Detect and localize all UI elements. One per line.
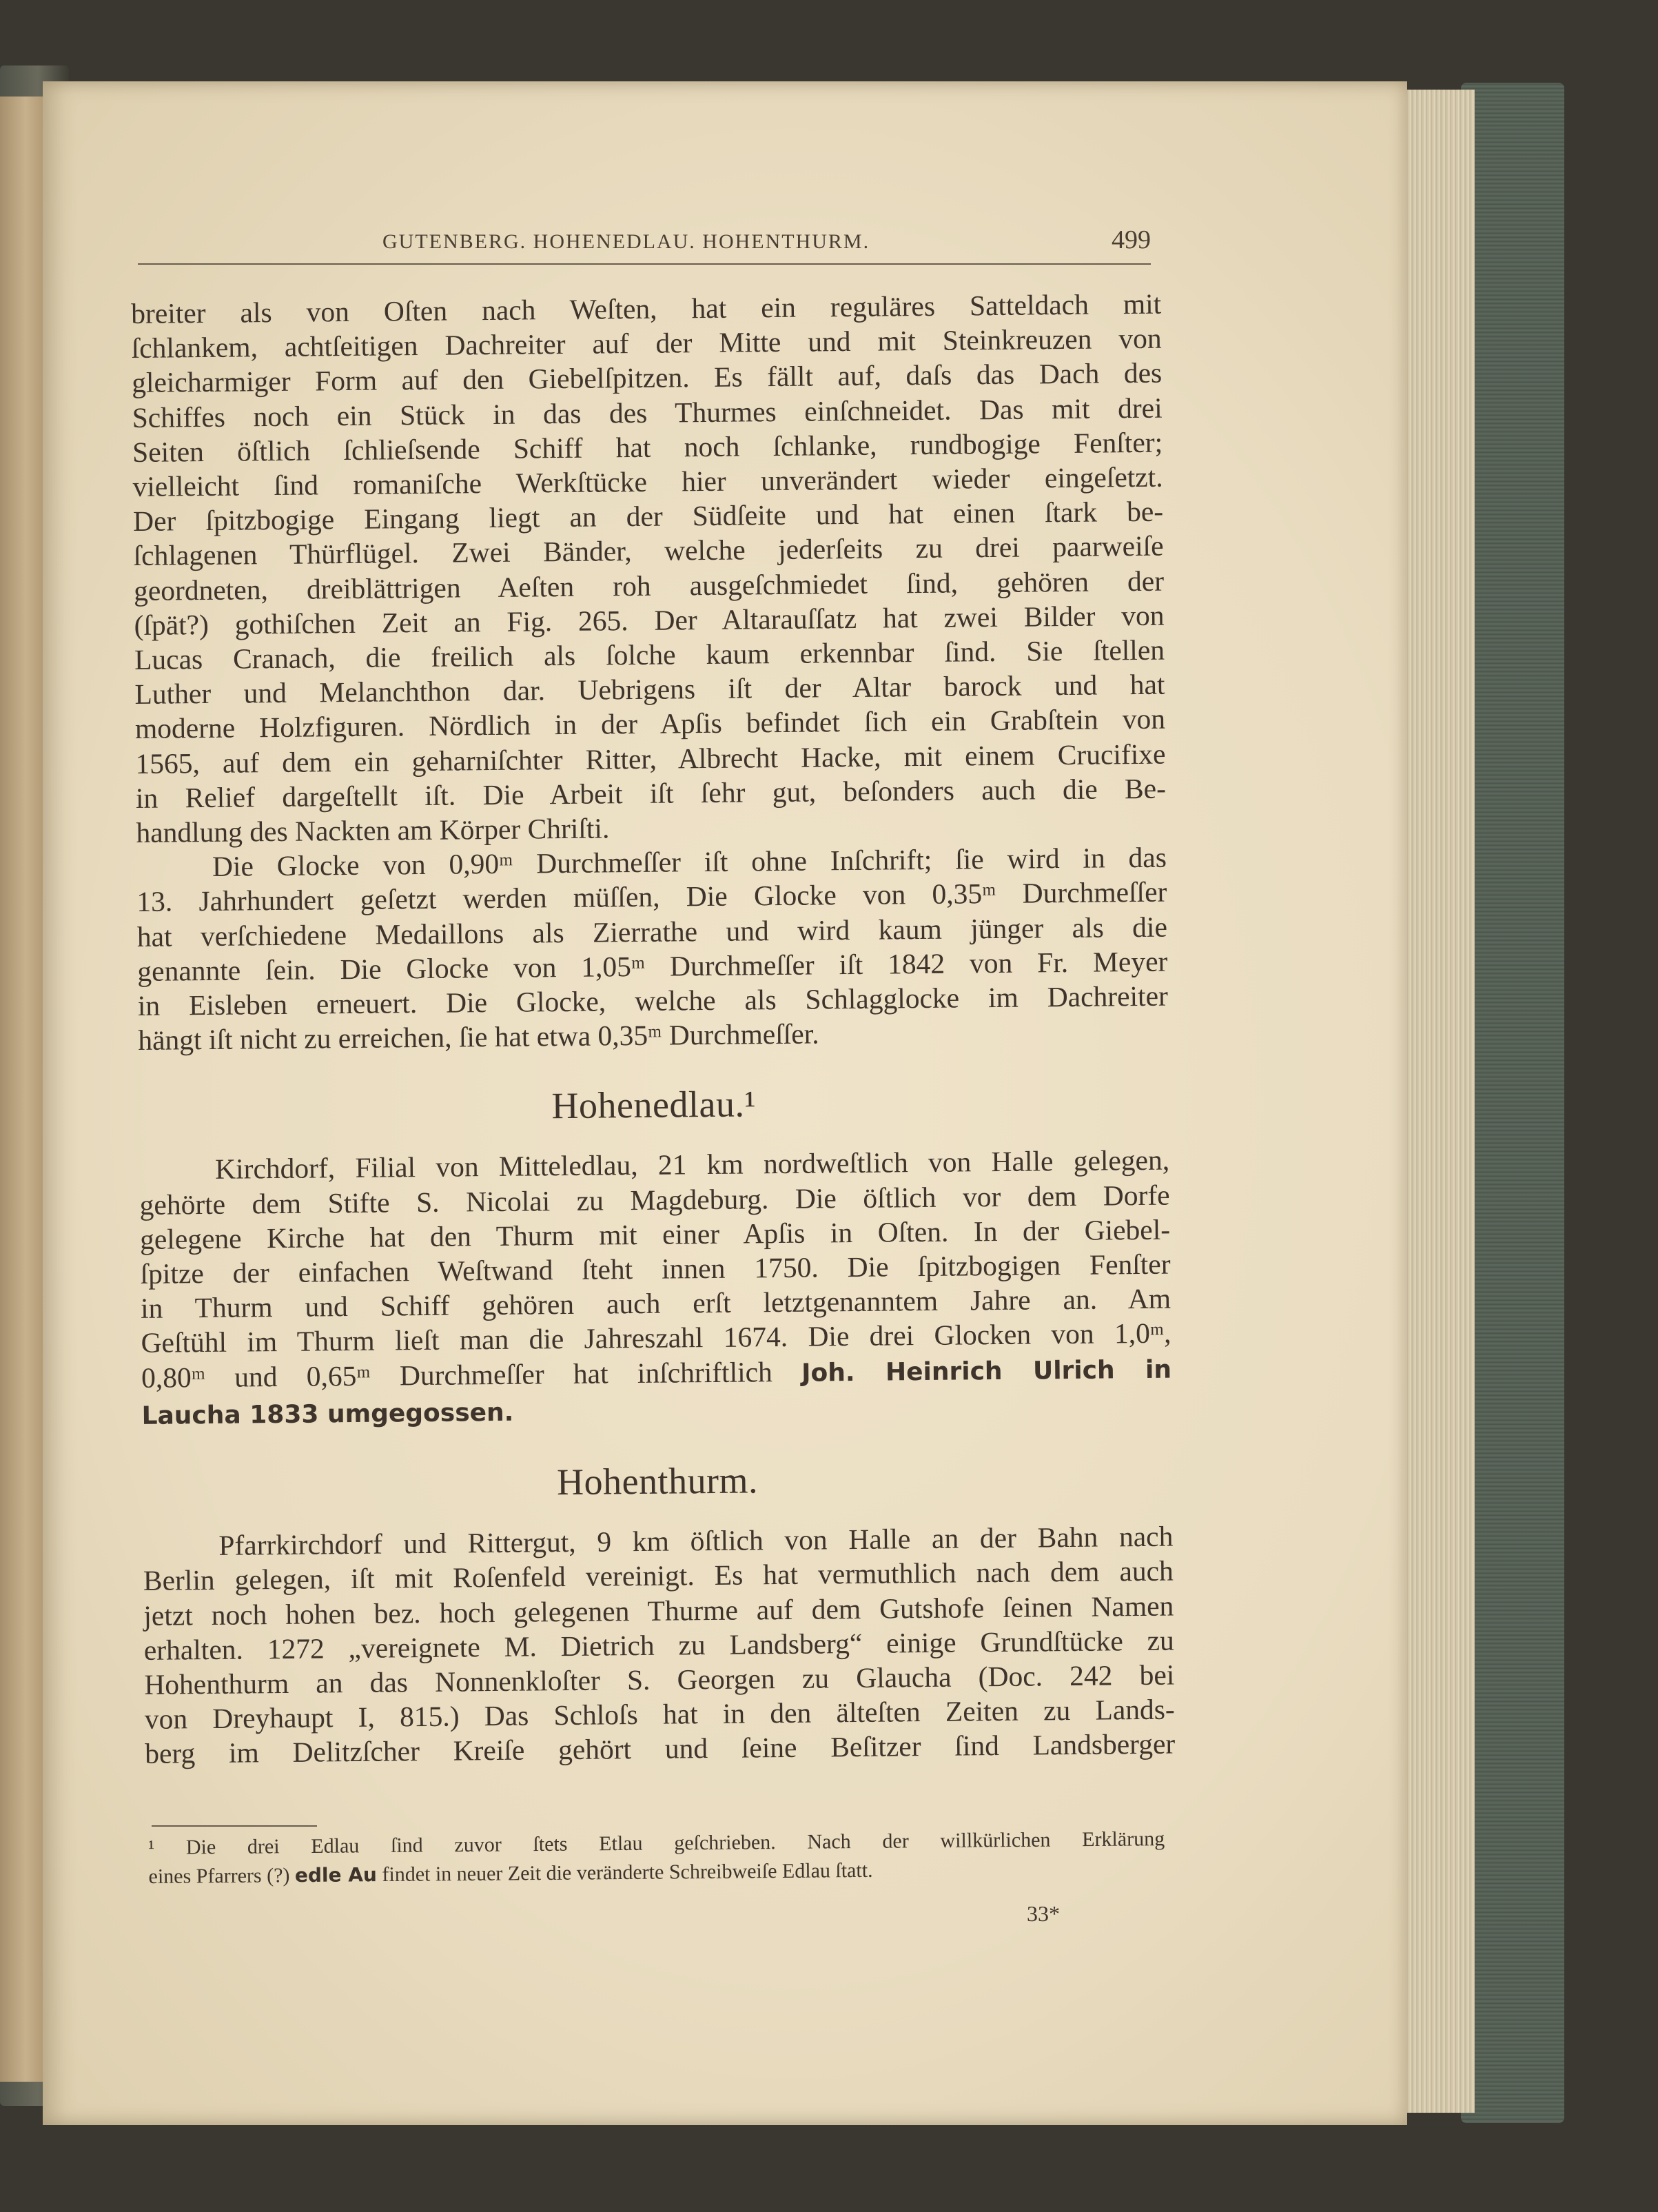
page-number: 499 [1112,225,1151,254]
signature-mark: 33* [1027,1901,1060,1926]
footnote-line: ¹ Die drei Edlau ſind zuvor ſtets Etlau geſchrieben. Nach der willkürlichen Erklärung [148,1827,1165,1859]
text-line: handlung des Nackten am Körper Chriſti. [136,812,610,849]
right-cover-cloth [1461,83,1564,2123]
text-line: in Thurm und Schiff gehören auch erſt letztgenanntem Jahre an. Am [140,1282,1171,1325]
text-line: Hohenthurm an das Nonnenkloſter S. Georgen zu Glaucha (Doc. 242 bei [144,1658,1175,1701]
text-line: geordneten, dreiblättrigen Aeſten roh ausgeſchmiedet ſind, gehören der [133,565,1165,607]
text-line: ſchlankem, achtſeitigen Dachreiter auf der Mitte und mit Steinkreuzen von [131,322,1162,365]
text-line: hängt iſt nicht zu erreichen, ſie hat etwa 0,35ᵐ Durchmeſſer. [138,1017,819,1057]
text-fragment: 0,80ᵐ und 0,65ᵐ Durchmeſſer hat inſchriftlich [141,1355,773,1394]
footnote-fragment: eines Pfarrers (?) [148,1864,290,1888]
text-line: jetzt noch hohen bez. hoch gelegenen Thurme auf dem Gutshofe ſeinen Namen [143,1590,1174,1632]
text-line: von Dreyhaupt I, 815.) Das Schloſs hat in den älteſten Zeiten zu Lands- [144,1693,1175,1736]
text-line: Geſtühl im Thurm lieſt man die Jahreszahl 1674. Die drei Glocken von 1,0ᵐ, [141,1317,1171,1359]
previous-page-edge [0,97,43,2082]
text-line: Seiten öſtlich ſchlieſsende Schiff hat noch ſchlanke, rundbogige Fenſter; [132,426,1163,468]
text-line: ſpitze der einfachen Weſtwand ſteht innen 1750. Die ſpitzbogigen Fenſter [140,1248,1171,1290]
text-line: in Eisleben erneuert. Die Glocke, welche als Schlagglocke im Dachreiter [137,980,1169,1022]
paragraph-hohenthurm [143,1519,1175,1772]
text-line: Kirchdorf, Filial von Mitteledlau, 21 km nordweſtlich von Halle gelegen, [214,1144,1170,1186]
text-line: genannte ſein. Die Glocke von 1,05ᵐ Durchmeſſer iſt 1842 von Fr. Meyer [137,945,1168,987]
text-line: 13. Jahrhundert geſetzt werden müſſen, Die Glocke von 0,35ᵐ Durchmeſſer [136,876,1167,918]
text-line: gleicharmiger Form auf den Giebelſpitzen. Es fällt auf, daſs das Dach des [131,357,1163,399]
text-line: berg im Delitzſcher Kreiſe gehört und ſeine Beſitzer ſind Landsberger [145,1727,1176,1770]
heading-hohenthurm: Hohenthurm. [556,1459,759,1503]
text-line: Lucas Cranach, die freilich als ſolche kaum erkennbar ſind. Sie ſtellen [134,633,1165,676]
text-line: in Relief dargeſtellt iſt. Die Arbeit iſt ſehr gut, beſonders auch die Be- [135,772,1167,814]
text-line: Luther und Melanchthon dar. Uebrigens iſt der Altar barock und hat [134,668,1165,711]
text-line: ſchlagenen Thürflügel. Zwei Bänder, welche jederſeits zu drei paarweiſe [133,530,1164,572]
text-line: gelegene Kirche hat den Thurm mit einer Apſis in Oſten. In der Giebel- [139,1213,1171,1255]
text-line: Der ſpitzbogige Eingang liegt an der Südſeite und hat einen ſtark be- [132,495,1164,538]
header-rule [138,263,1151,265]
body-text [131,287,1175,1772]
page-block-edges [1399,90,1475,2113]
text-line: gehörte dem Stifte S. Nicolai zu Magdeburg. Die öſtlich vor dem Dorfe [139,1179,1170,1221]
footnote [148,1825,1165,1891]
bold-inscription: Laucha 1833 umgegossen. [141,1398,514,1430]
text-line: Pfarrkirchdorf und Rittergut, 9 km öſtlich von Halle an der Bahn nach [218,1520,1174,1561]
text-line: erhalten. 1272 „vereignete M. Dietrich zu Landsberg“ einige Grundſtücke zu [143,1624,1175,1666]
paragraph-hohenedlau [139,1143,1172,1434]
running-header [138,214,1151,262]
text-line: 1565, auf dem ein geharniſchter Ritter, Albrecht Hacke, mit einem Crucifixe [135,738,1166,780]
footnote-bold: edle Au [294,1863,378,1887]
text-line: Schiffes noch ein Stück in das des Thurmes einſchneidet. Das mit drei [132,392,1163,434]
text-line: Die Glocke von 0,90ᵐ Durchmeſſer iſt ohne Inſchrift; ſie wird in das [212,841,1167,883]
paragraph-gutenberg-2 [136,840,1169,1058]
text-line: hat verſchiedene Medaillons als Zierrathe und wird kaum jünger als die [136,911,1168,953]
text-line: vielleicht ſind romaniſche Werkſtücke hier unverändert wieder eingeſetzt. [132,460,1163,503]
text-line: breiter als von Oſten nach Weſten, hat ein reguläres Satteldach mit [131,287,1162,329]
bold-inscription: Joh. Heinrich Ulrich in [801,1355,1172,1388]
footnote-rule [152,1825,317,1827]
paragraph-gutenberg-1 [131,287,1167,851]
heading-hohenedlau: Hohenedlau.¹ [551,1083,757,1127]
text-line: (ſpät?) gothiſchen Zeit an Fig. 265. Der Altarauſſatz hat zwei Bilder von [134,599,1165,641]
text-line: Berlin gelegen, iſt mit Roſenfeld vereinigt. Es hat vermuthlich nach dem auch [143,1554,1174,1597]
text-line: moderne Holzfiguren. Nördlich in der Apſis befindet ſich ein Grabſtein von [134,703,1166,745]
running-title: GUTENBERG. HOHENEDLAU. HOHENTHURM. [382,230,870,253]
footnote-fragment: findet in neuer Zeit die veränderte Schreibweiſe Edlau ſtatt. [382,1858,873,1887]
